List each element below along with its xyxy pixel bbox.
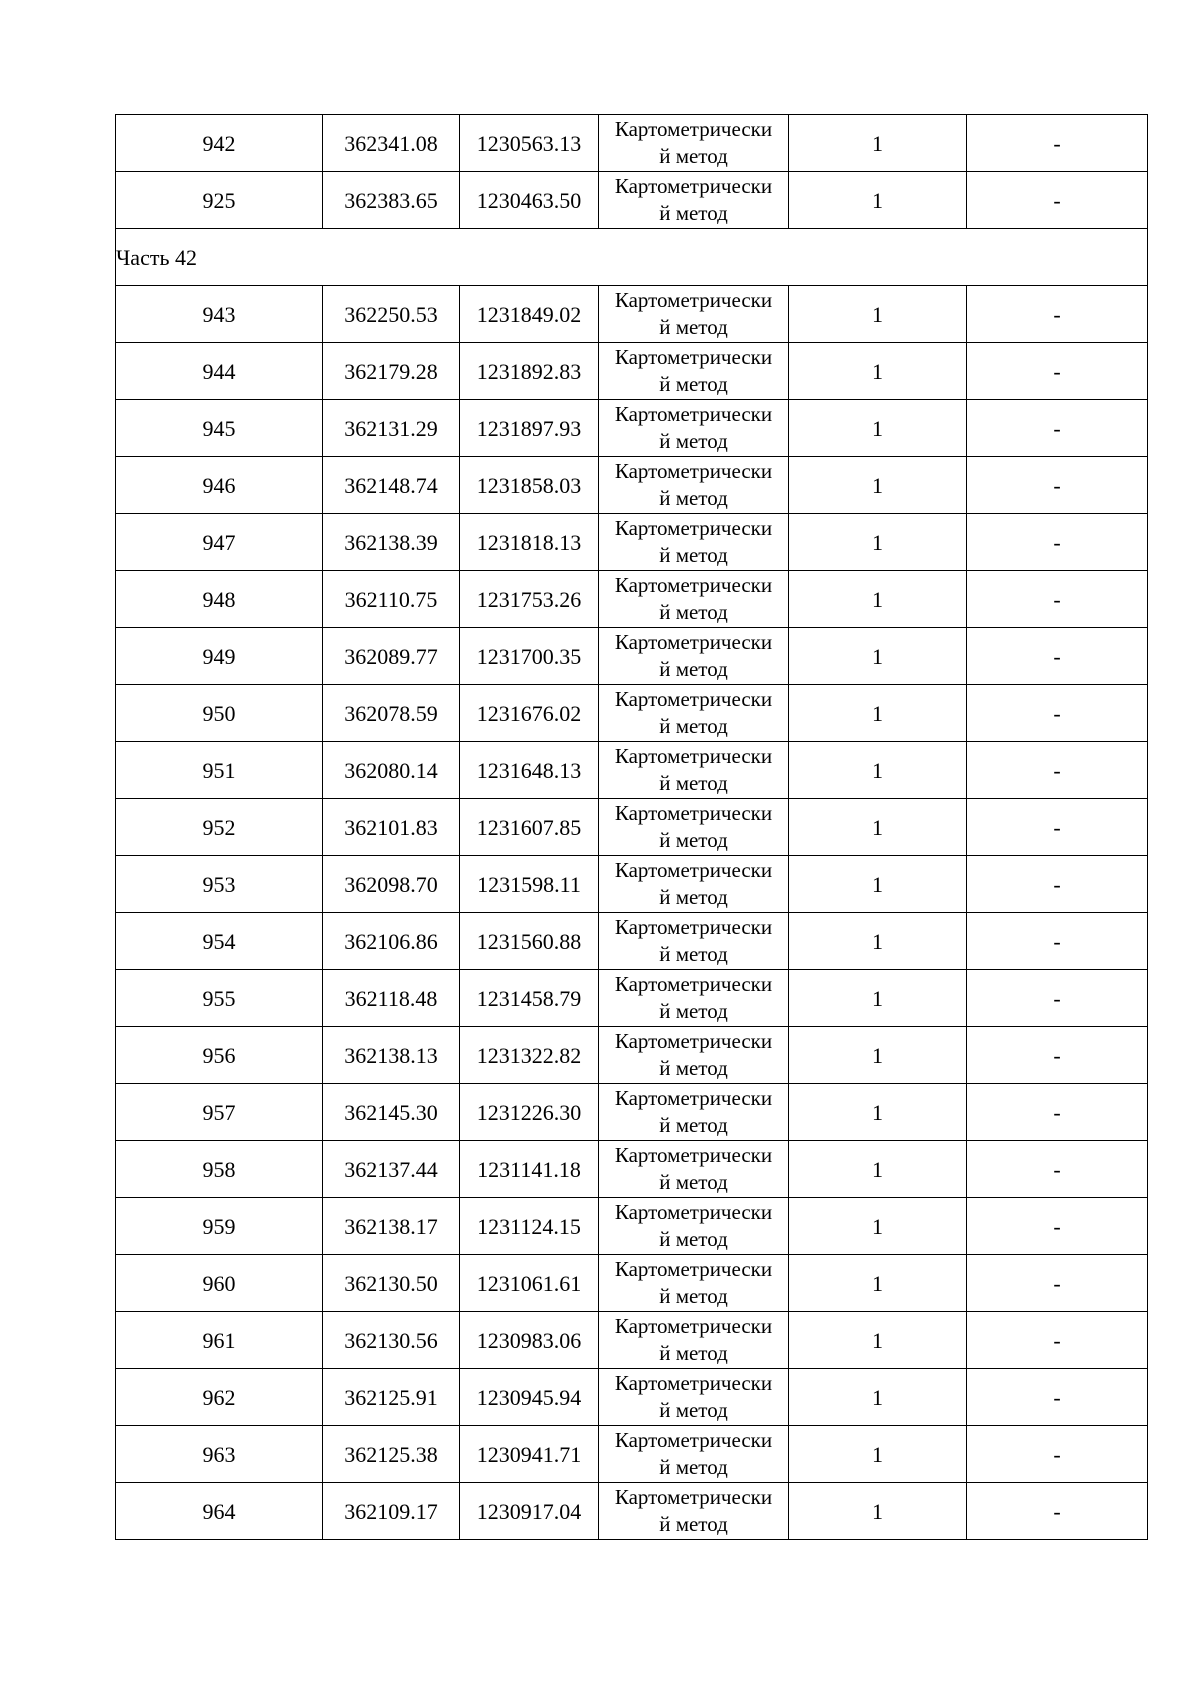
table-row — [116, 115, 1148, 172]
y-coordinate-cell: 1231700.35 — [460, 628, 599, 685]
y-coordinate-cell: 1231849.02 — [460, 286, 599, 343]
x-coordinate-cell: 362131.29 — [323, 400, 460, 457]
y-coordinate-cell: 1231818.13 — [460, 514, 599, 571]
table-row — [116, 514, 1148, 571]
description-cell: - — [967, 457, 1148, 514]
description-cell: - — [967, 742, 1148, 799]
accuracy-cell: 1 — [789, 1255, 967, 1312]
table-row — [116, 343, 1148, 400]
method-cell: Картометрически й метод — [599, 457, 789, 514]
table-row — [116, 913, 1148, 970]
coordinates-table-body — [116, 115, 1148, 1540]
point-number-cell: 959 — [116, 1198, 323, 1255]
method-cell: Картометрически й метод — [599, 514, 789, 571]
table-row — [116, 400, 1148, 457]
point-number-cell: 950 — [116, 685, 323, 742]
table-row — [116, 1027, 1148, 1084]
point-number-cell: 962 — [116, 1369, 323, 1426]
point-number-cell: 943 — [116, 286, 323, 343]
description-cell: - — [967, 400, 1148, 457]
accuracy-cell: 1 — [789, 1084, 967, 1141]
description-cell: - — [967, 628, 1148, 685]
accuracy-cell: 1 — [789, 343, 967, 400]
point-number-cell: 949 — [116, 628, 323, 685]
y-coordinate-cell: 1231061.61 — [460, 1255, 599, 1312]
y-coordinate-cell: 1231560.88 — [460, 913, 599, 970]
method-cell: Картометрически й метод — [599, 856, 789, 913]
y-coordinate-cell: 1231892.83 — [460, 343, 599, 400]
table-row — [116, 685, 1148, 742]
x-coordinate-cell: 362118.48 — [323, 970, 460, 1027]
y-coordinate-cell: 1231897.93 — [460, 400, 599, 457]
table-row — [116, 1312, 1148, 1369]
description-cell: - — [967, 685, 1148, 742]
description-cell: - — [967, 913, 1148, 970]
point-number-cell: 944 — [116, 343, 323, 400]
table-row — [116, 1141, 1148, 1198]
point-number-cell: 953 — [116, 856, 323, 913]
y-coordinate-cell: 1230917.04 — [460, 1483, 599, 1540]
y-coordinate-cell: 1231607.85 — [460, 799, 599, 856]
description-cell: - — [967, 571, 1148, 628]
x-coordinate-cell: 362109.17 — [323, 1483, 460, 1540]
x-coordinate-cell: 362089.77 — [323, 628, 460, 685]
description-cell: - — [967, 1483, 1148, 1540]
method-cell: Картометрически й метод — [599, 1312, 789, 1369]
x-coordinate-cell: 362078.59 — [323, 685, 460, 742]
accuracy-cell: 1 — [789, 1141, 967, 1198]
y-coordinate-cell: 1230945.94 — [460, 1369, 599, 1426]
y-coordinate-cell: 1230563.13 — [460, 115, 599, 172]
x-coordinate-cell: 362383.65 — [323, 172, 460, 229]
table-row — [116, 1084, 1148, 1141]
table-row — [116, 1426, 1148, 1483]
accuracy-cell: 1 — [789, 1369, 967, 1426]
method-cell: Картометрически й метод — [599, 1426, 789, 1483]
accuracy-cell: 1 — [789, 172, 967, 229]
coordinates-table — [115, 114, 1148, 1540]
table-row — [116, 970, 1148, 1027]
point-number-cell: 948 — [116, 571, 323, 628]
method-cell: Картометрически й метод — [599, 970, 789, 1027]
point-number-cell: 955 — [116, 970, 323, 1027]
method-cell: Картометрически й метод — [599, 571, 789, 628]
x-coordinate-cell: 362125.91 — [323, 1369, 460, 1426]
method-cell: Картометрически й метод — [599, 742, 789, 799]
description-cell: - — [967, 970, 1148, 1027]
y-coordinate-cell: 1231124.15 — [460, 1198, 599, 1255]
accuracy-cell: 1 — [789, 1483, 967, 1540]
point-number-cell: 942 — [116, 115, 323, 172]
table-row — [116, 742, 1148, 799]
x-coordinate-cell: 362250.53 — [323, 286, 460, 343]
point-number-cell: 964 — [116, 1483, 323, 1540]
section-row — [116, 229, 1148, 286]
y-coordinate-cell: 1231598.11 — [460, 856, 599, 913]
x-coordinate-cell: 362341.08 — [323, 115, 460, 172]
table-row — [116, 286, 1148, 343]
accuracy-cell: 1 — [789, 970, 967, 1027]
point-number-cell: 957 — [116, 1084, 323, 1141]
x-coordinate-cell: 362145.30 — [323, 1084, 460, 1141]
section-label: Часть 42 — [116, 229, 1148, 286]
x-coordinate-cell: 362130.56 — [323, 1312, 460, 1369]
point-number-cell: 961 — [116, 1312, 323, 1369]
point-number-cell: 952 — [116, 799, 323, 856]
y-coordinate-cell: 1231458.79 — [460, 970, 599, 1027]
point-number-cell: 945 — [116, 400, 323, 457]
method-cell: Картометрически й метод — [599, 1084, 789, 1141]
point-number-cell: 951 — [116, 742, 323, 799]
description-cell: - — [967, 343, 1148, 400]
point-number-cell: 954 — [116, 913, 323, 970]
table-row — [116, 799, 1148, 856]
description-cell: - — [967, 286, 1148, 343]
description-cell: - — [967, 1198, 1148, 1255]
x-coordinate-cell: 362098.70 — [323, 856, 460, 913]
x-coordinate-cell: 362110.75 — [323, 571, 460, 628]
table-row — [116, 1255, 1148, 1312]
y-coordinate-cell: 1231648.13 — [460, 742, 599, 799]
y-coordinate-cell: 1230983.06 — [460, 1312, 599, 1369]
method-cell: Картометрически й метод — [599, 1369, 789, 1426]
method-cell: Картометрически й метод — [599, 1255, 789, 1312]
accuracy-cell: 1 — [789, 1198, 967, 1255]
point-number-cell: 925 — [116, 172, 323, 229]
table-row — [116, 457, 1148, 514]
y-coordinate-cell: 1231322.82 — [460, 1027, 599, 1084]
description-cell: - — [967, 1255, 1148, 1312]
description-cell: - — [967, 1312, 1148, 1369]
x-coordinate-cell: 362138.13 — [323, 1027, 460, 1084]
description-cell: - — [967, 115, 1148, 172]
accuracy-cell: 1 — [789, 400, 967, 457]
point-number-cell: 960 — [116, 1255, 323, 1312]
point-number-cell: 958 — [116, 1141, 323, 1198]
x-coordinate-cell: 362137.44 — [323, 1141, 460, 1198]
x-coordinate-cell: 362106.86 — [323, 913, 460, 970]
y-coordinate-cell: 1231226.30 — [460, 1084, 599, 1141]
method-cell: Картометрически й метод — [599, 115, 789, 172]
method-cell: Картометрически й метод — [599, 913, 789, 970]
table-row — [116, 1198, 1148, 1255]
x-coordinate-cell: 362125.38 — [323, 1426, 460, 1483]
description-cell: - — [967, 1426, 1148, 1483]
x-coordinate-cell: 362138.39 — [323, 514, 460, 571]
x-coordinate-cell: 362101.83 — [323, 799, 460, 856]
x-coordinate-cell: 362080.14 — [323, 742, 460, 799]
method-cell: Картометрически й метод — [599, 1141, 789, 1198]
table-row — [116, 571, 1148, 628]
description-cell: - — [967, 1141, 1148, 1198]
table-row — [116, 1369, 1148, 1426]
table-row — [116, 172, 1148, 229]
accuracy-cell: 1 — [789, 1027, 967, 1084]
accuracy-cell: 1 — [789, 1426, 967, 1483]
description-cell: - — [967, 1369, 1148, 1426]
method-cell: Картометрически й метод — [599, 1483, 789, 1540]
y-coordinate-cell: 1231676.02 — [460, 685, 599, 742]
y-coordinate-cell: 1230463.50 — [460, 172, 599, 229]
accuracy-cell: 1 — [789, 1312, 967, 1369]
method-cell: Картометрически й метод — [599, 172, 789, 229]
accuracy-cell: 1 — [789, 628, 967, 685]
description-cell: - — [967, 172, 1148, 229]
accuracy-cell: 1 — [789, 457, 967, 514]
table-row — [116, 628, 1148, 685]
y-coordinate-cell: 1230941.71 — [460, 1426, 599, 1483]
method-cell: Картометрически й метод — [599, 343, 789, 400]
description-cell: - — [967, 799, 1148, 856]
accuracy-cell: 1 — [789, 799, 967, 856]
method-cell: Картометрически й метод — [599, 628, 789, 685]
y-coordinate-cell: 1231753.26 — [460, 571, 599, 628]
point-number-cell: 946 — [116, 457, 323, 514]
method-cell: Картометрически й метод — [599, 286, 789, 343]
x-coordinate-cell: 362138.17 — [323, 1198, 460, 1255]
method-cell: Картометрически й метод — [599, 685, 789, 742]
accuracy-cell: 1 — [789, 856, 967, 913]
description-cell: - — [967, 856, 1148, 913]
x-coordinate-cell: 362148.74 — [323, 457, 460, 514]
x-coordinate-cell: 362179.28 — [323, 343, 460, 400]
point-number-cell: 963 — [116, 1426, 323, 1483]
method-cell: Картометрически й метод — [599, 400, 789, 457]
method-cell: Картометрически й метод — [599, 799, 789, 856]
x-coordinate-cell: 362130.50 — [323, 1255, 460, 1312]
table-row — [116, 856, 1148, 913]
description-cell: - — [967, 1027, 1148, 1084]
y-coordinate-cell: 1231141.18 — [460, 1141, 599, 1198]
table-row — [116, 1483, 1148, 1540]
accuracy-cell: 1 — [789, 514, 967, 571]
accuracy-cell: 1 — [789, 286, 967, 343]
method-cell: Картометрически й метод — [599, 1027, 789, 1084]
accuracy-cell: 1 — [789, 913, 967, 970]
point-number-cell: 947 — [116, 514, 323, 571]
point-number-cell: 956 — [116, 1027, 323, 1084]
accuracy-cell: 1 — [789, 115, 967, 172]
accuracy-cell: 1 — [789, 571, 967, 628]
accuracy-cell: 1 — [789, 685, 967, 742]
description-cell: - — [967, 514, 1148, 571]
y-coordinate-cell: 1231858.03 — [460, 457, 599, 514]
description-cell: - — [967, 1084, 1148, 1141]
accuracy-cell: 1 — [789, 742, 967, 799]
method-cell: Картометрически й метод — [599, 1198, 789, 1255]
